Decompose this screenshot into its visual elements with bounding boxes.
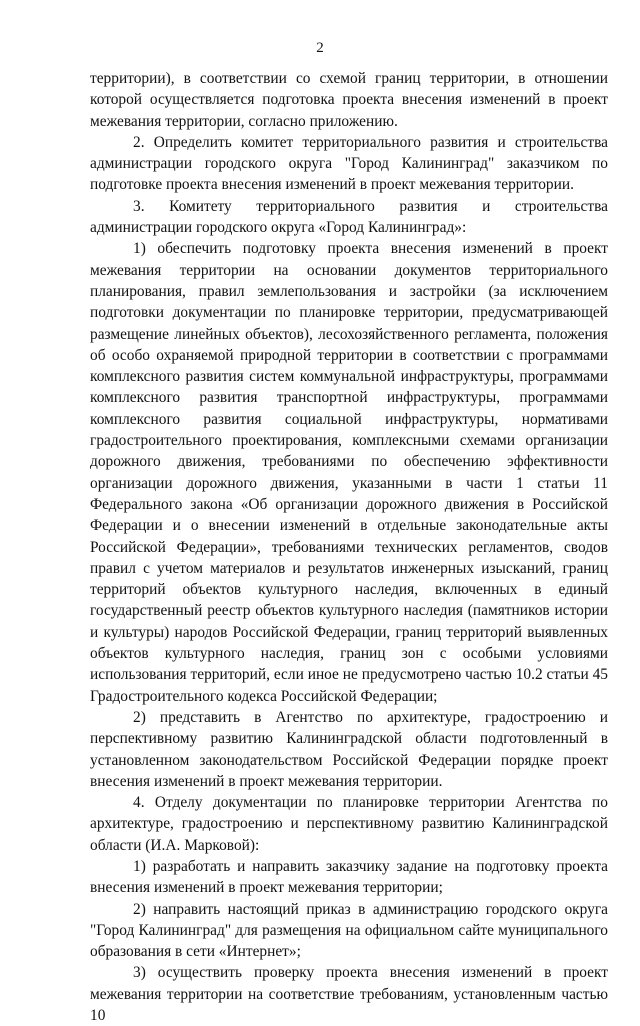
paragraph-item-4-2: 2) направить настоящий приказ в администрацию городского округа "Город Калининград" для размещения на официальном сайте муниципального образования в сети «Интернет»; (90, 900, 608, 961)
document-body (90, 68, 608, 1026)
paragraph-item-4-1: 1) разработать и направить заказчику задание на подготовку проекта внесения изменений в проект межевания территории; (90, 857, 608, 897)
paragraph-continuation: территории), в соответствии со схемой границ территории, в отношении которой осуществляется подготовка проекта внесения изменений в проект межевания территории, согласно приложению. (90, 70, 608, 130)
paragraph-item-4: 4. Отделу документации по планировке территории Агентства по архитектуре, градостроению и перспективному развитию Калининградской области (И.А. Марковой): (90, 794, 608, 854)
paragraph-item-3-1: 1) обеспечить подготовку проекта внесения изменений в проект межевания территории на основании документов территориального планирования, правил землепользования и застройки (за исключением подготовки документации по планировке территории, предусматривающей размещение линейных объектов), лесохозяйственного регламента, положения об особо охраняемой природной территории в соответствии с программами комплексного развития систем коммунальной инфраструктуры, программами комплексного развития транспортной инфраструктуры, программами комплексного развития социальной инфраструктуры, нормативами градостроительного проектирования, комплексными схемами организации дорожного движения, требованиями по обеспечению эффективности организации дорожного движения, указанными в части 1 статьи 11 Федерального закона «Об организации дорожного движения в Российской Федерации и о внесении изменений в отдельные законодательные акты Российской Федерации», требованиями технических регламентов, сводов правил с учетом материалов и результатов инженерных изысканий, границ территорий объектов культурного наследия, включенных в единый государственный реестр объектов культурного наследия (памятников истории и культуры) народов Российской Федерации, границ территорий выявленных объектов культурного наследия, границ зон с особыми условиями использования территорий, если иное не предусмотрено частью 10.2 статьи 45 Градостроительного кодекса Российской Федерации; (90, 240, 608, 705)
paragraph-item-3: 3. Комитету территориального развития и строительства администрации городского округа «Город Калининград»: (90, 197, 608, 237)
paragraph-item-2: 2. Определить комитет территориального развития и строительства администрации городского округа "Город Калининград" заказчиком по подготовке проекта внесения изменений в проект межевания территории. (90, 133, 608, 194)
paragraph-item-4-3: 3) осуществить проверку проекта внесения изменений в проект межевания территории на соответствие требованиям, установленным частью 10 (90, 964, 608, 1025)
page-number: 2 (316, 40, 324, 56)
paragraph-item-3-2: 2) представить в Агентство по архитектуре, градостроению и перспективному развитию Калининградской области подготовленный в установленном законодательством Российской Федерации порядке проект внесения изменений в проект межевания территории. (90, 708, 608, 790)
